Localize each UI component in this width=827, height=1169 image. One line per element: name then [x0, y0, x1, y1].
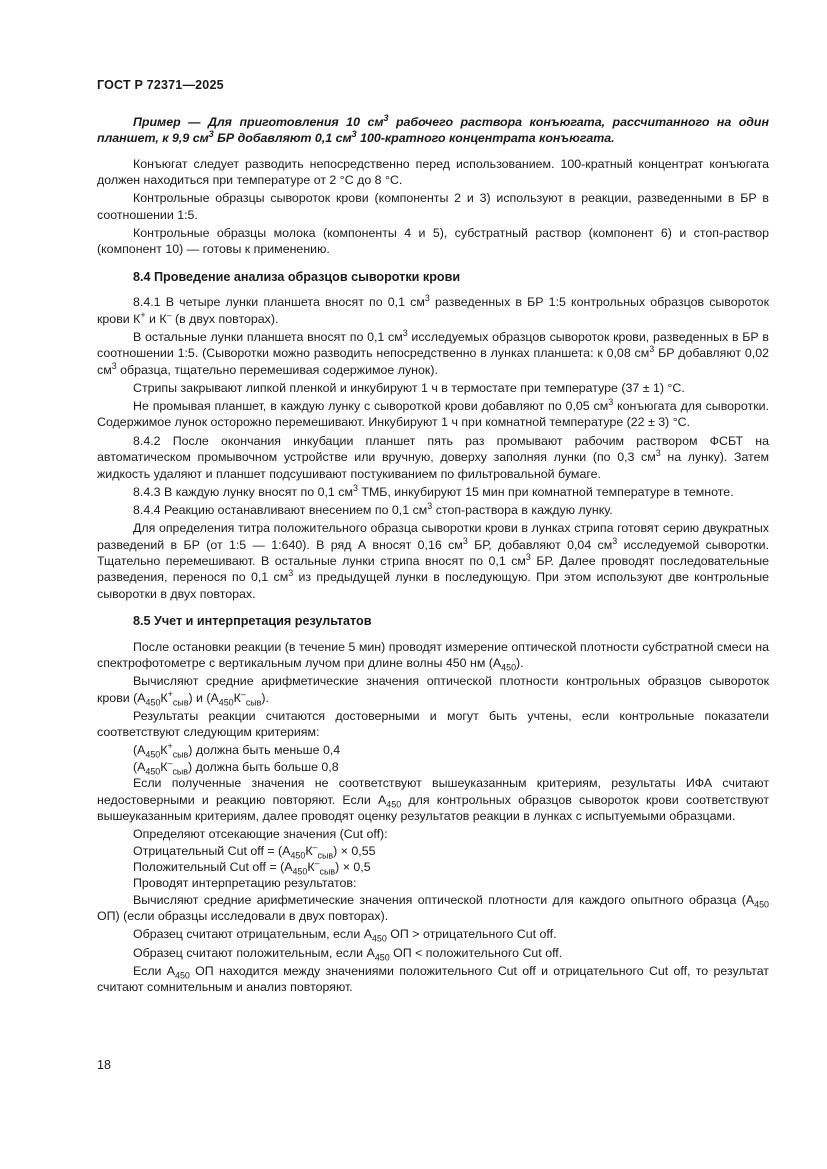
paragraph: $(А_{450}К^-_{сыв})$ должна быть больше 0,8: [133, 757, 339, 777]
paragraph: Определяют отсекающие значения (Cut off):: [133, 827, 388, 842]
criteria-block: [97, 742, 769, 775]
paragraph: Если $А_{450}$ ОП находится между значениями положительного Cut off и отрицательного Cut off, то результат считают сомнительным и анализ повторяют.: [97, 963, 769, 995]
paragraph: Для определения титра положительного образца сыворотки крови в лунках стрипа готовят серию двукратных разведений в БР (от 1:5 — 1:640). В ряд А вносят 0,16 $см^3$ БР, добавляют 0,04 $см^3$ исследуемой сыворотки. Тщательно перемешивают. В остальные лунки стрипа вносят по 0,1 $см^3$ БР. Далее проводят последовательные разведения, перенося по 0,1 $см^3$ из предыдущей лунки в последующую. При этом используют две контрольные сыворотки в двух повторах.: [97, 521, 769, 601]
paragraph: Положительный Cut off = $(А_{450}К^-_{сыв}) \times 0,5$: [133, 857, 371, 877]
section-8-5-body-2: [97, 775, 769, 824]
paragraph: 8.4.4 Реакцию останавливают внесением по 0,1 $см^3$ стоп-раствора в каждую лунку.: [133, 500, 613, 517]
intro-block: [97, 156, 769, 258]
paragraph: Контрольные образцы сывороток крови (компоненты 2 и 3) используют в реакции, разведенными в БР в соотношении 1:5.: [97, 191, 769, 222]
paragraph: 8.4.3 В каждую лунку вносят по 0,1 $см^3$ ТМБ, инкубируют 15 мин при комнатной температуре в темноте.: [133, 482, 734, 499]
paragraph: 8.4.1 В четыре лунки планшета вносят по 0,1 $см^3$ разведенных в БР 1:5 контрольных образцов сывороток крови К+ и К– (в двух повторах).: [97, 293, 769, 326]
paragraph: Результаты реакции считаются достоверными и могут быть учтены, если контрольные показатели соответствуют следующим критериям:: [97, 708, 769, 740]
paragraph: Образец считают отрицательным, если $А_{450}$ ОП > отрицательного Cut off.: [133, 927, 557, 944]
paragraph: Образец считают положительным, если $А_{450}$ ОП < положительного Cut off.: [133, 945, 563, 963]
paragraph: Если полученные значения не соответствуют вышеуказанным критериям, результаты ИФА считают недостоверными и реакцию повторяют. Если $А_{450}$ для контрольных образцов сывороток крови соответствуют вышеуказанным критериям, далее проводят оценку результатов реакции в лунках с испытуемыми образцами.: [97, 776, 769, 823]
cutoff-block: [97, 826, 769, 892]
paragraph: Контрольные образцы молока (компоненты 4 и 5), субстратный раствор (компонент 6) и стоп-раствор (компонент 10) — готовы к применению.: [97, 226, 769, 257]
paragraph: Вычисляют средние арифметические значения оптической плотности для каждого опытного образца ($А_{450}$ ОП) (если образцы исследовали в двух повторах).: [97, 892, 769, 924]
section-8-4-title: 8.4 Проведение анализа образцов сыворотки крови: [133, 269, 461, 284]
paragraph: Проводят интерпретацию результатов:: [133, 876, 357, 891]
paragraph: Конъюгат следует разводить непосредственно перед использованием. 100-кратный концентрат конъюгата должен находиться при температуре от 2 °С до 8 °С.: [97, 156, 769, 188]
section-8-5-body-3: [97, 892, 769, 996]
page-number: 18: [97, 1058, 111, 1072]
paragraph: Не промывая планшет, в каждую лунку с сывороткой крови добавляют по 0,05 $см^3$ конъюгата для сыворотки. Содержимое лунок осторожно перемешивают. Инкубируют 1 ч при комнатной температуре (22 ± 3) °С.: [97, 396, 769, 430]
paragraph: $(А_{450}К^+_{сыв})$ должна быть меньше 0,4: [133, 741, 341, 760]
document-body: [97, 114, 769, 997]
paragraph: После остановки реакции (в течение 5 мин) проводят измерение оптической плотности субстратной смеси на спектрофотометре с вертикальным лучом при длине волны 450 нм $(А_{450})$.: [97, 639, 769, 673]
section-8-4-body: [97, 294, 769, 602]
section-8-5-title: 8.5 Учет и интерпретация результатов: [133, 614, 372, 629]
paragraph: Стрипы закрывают липкой пленкой и инкубируют 1 ч в термостате при температуре (37 ± 1) °С.: [133, 380, 685, 395]
paragraph: Вычисляют средние арифметические значения оптической плотности контрольных образцов сывороток крови $(А_{450}К^+_{сыв})$ и $(А_{450}К^-_{сыв})$.: [97, 674, 769, 708]
example-paragraph: Пример — Для приготовления 10 $см^3$ рабочего раствора конъюгата, рассчитанного на один планшет, к 9,9 $см^3$ БР добавляют 0,1 $см^3$ 100-кратного концентрата конъюгата.: [97, 112, 769, 146]
paragraph: Отрицательный Cut off = $(А_{450}К^-_{сыв}) \times 0,55$: [133, 841, 376, 861]
section-8-5-body: [97, 639, 769, 741]
document-header: ГОСТ Р 72371—2025: [97, 78, 224, 92]
paragraph: 8.4.2 После окончания инкубации планшет пять раз промывают рабочим раствором ФСБТ на автоматическом промывочном устройстве или вручную, доверху заполняя лунки (по 0,3 $см^3$ на лунку). Затем жидкость удаляют и планшет подсушивают постукиванием по фильтровальной бумаге.: [97, 433, 770, 481]
paragraph: В остальные лунки планшета вносят по 0,1 $см^3$ исследуемых образцов сывороток крови, разведенных в БР в соотношении 1:5. (Сыворотки можно разводить непосредственно в лунках планшета: к 0,08 $см^3$ БР добавляют 0,02 $см^3$ образца, тщательно перемешивая содержимое лунок).: [97, 327, 769, 377]
